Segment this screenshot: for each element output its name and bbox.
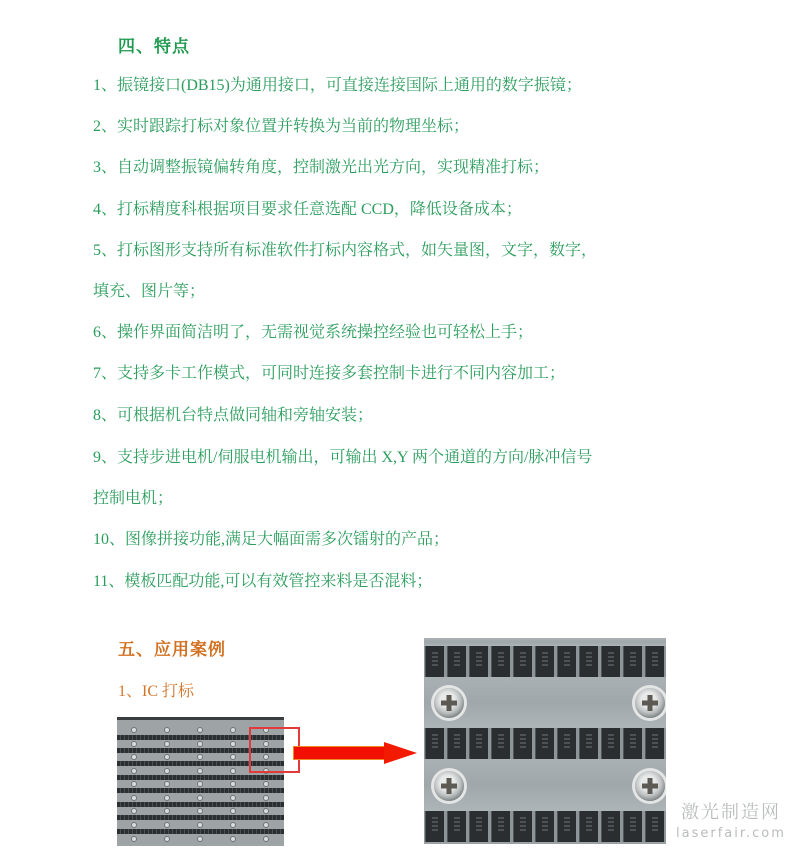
screw-icon — [230, 808, 236, 814]
feature-item-5-cont: 填充、图片等； — [93, 283, 206, 300]
screw-icon — [131, 836, 137, 842]
feature-item-9-cont: 控制电机； — [93, 490, 174, 507]
screw-icon — [230, 768, 236, 774]
chip-band — [117, 788, 284, 793]
screw-icon — [434, 771, 464, 801]
screw-icon — [131, 754, 137, 760]
screw-icon — [263, 781, 269, 787]
screw-icon — [131, 768, 137, 774]
screw-icon — [197, 727, 203, 733]
screw-icon — [164, 822, 170, 828]
screw-icon — [635, 771, 665, 801]
screw-icon — [164, 795, 170, 801]
chip-band — [117, 829, 284, 834]
screw-icon — [197, 768, 203, 774]
feature-item-6: 6、操作界面简洁明了，无需视觉系统操控经验也可轻松上手； — [93, 324, 534, 341]
watermark-cn: 激光制造网 — [680, 802, 781, 823]
screw-icon — [131, 741, 137, 747]
screw-icon — [164, 727, 170, 733]
screw-icon — [164, 836, 170, 842]
metal-plate — [424, 638, 666, 646]
screw-icon — [263, 822, 269, 828]
screw-icon — [230, 727, 236, 733]
feature-item-3: 3、自动调整振镜偏转角度，控制激光出光方向，实现精准打标； — [93, 159, 550, 176]
screw-icon — [197, 781, 203, 787]
screw-icon — [635, 688, 665, 718]
feature-item-10: 10、图像拼接功能,满足大幅面需多次镭射的产品； — [93, 531, 450, 548]
screw-icon — [197, 836, 203, 842]
screw-icon — [230, 741, 236, 747]
chip-row — [424, 811, 666, 842]
watermark — [676, 798, 786, 841]
screw-icon — [131, 781, 137, 787]
section-5-heading: 五、应用案例 — [118, 640, 226, 660]
screw-icon — [197, 754, 203, 760]
screw-icon — [197, 741, 203, 747]
screw-icon — [131, 822, 137, 828]
arrow-right-icon — [293, 746, 385, 760]
screw-icon — [164, 768, 170, 774]
chip-band — [117, 815, 284, 820]
case-1-title: 1、IC 打标 — [118, 683, 195, 700]
feature-item-1: 1、振镜接口(DB15)为通用接口，可直接连接国际上通用的数字振镜； — [93, 77, 582, 94]
screw-icon — [197, 808, 203, 814]
arrow-head-icon — [384, 742, 417, 764]
feature-item-5: 5、打标图形支持所有标准软件打标内容格式，如矢量图，文字，数字， — [93, 242, 598, 259]
screw-icon — [164, 741, 170, 747]
watermark-en: laserfair.com — [676, 826, 786, 841]
feature-item-8: 8、可根据机台特点做同轴和旁轴安装； — [93, 407, 374, 424]
screw-icon — [263, 836, 269, 842]
chip-band — [117, 775, 284, 780]
chip-row — [424, 646, 666, 677]
section-4-heading: 四、特点 — [118, 37, 190, 57]
screw-icon — [230, 822, 236, 828]
image-edge — [117, 717, 284, 720]
screw-icon — [434, 688, 464, 718]
feature-item-9: 9、支持步进电机/伺服电机输出，可输出 X,Y 两个通道的方向/脉冲信号 — [93, 449, 593, 466]
screw-icon — [230, 754, 236, 760]
screw-icon — [131, 795, 137, 801]
screw-icon — [131, 727, 137, 733]
screw-icon — [230, 781, 236, 787]
feature-item-4: 4、打标精度科根据项目要求任意选配 CCD，降低设备成本； — [93, 201, 522, 218]
screw-icon — [164, 781, 170, 787]
screw-icon — [164, 808, 170, 814]
screw-icon — [131, 808, 137, 814]
chip-band — [117, 802, 284, 807]
feature-item-2: 2、实时跟踪打标对象位置并转换为当前的物理坐标； — [93, 118, 470, 135]
screw-icon — [230, 795, 236, 801]
screw-icon — [197, 795, 203, 801]
feature-item-7: 7、支持多卡工作模式，可同时连接多套控制卡进行不同内容加工； — [93, 365, 566, 382]
chip-row — [424, 728, 666, 759]
screw-icon — [263, 795, 269, 801]
screw-icon — [263, 808, 269, 814]
screw-icon — [164, 754, 170, 760]
ic-chips-closeup-image — [424, 638, 666, 844]
screw-icon — [197, 822, 203, 828]
feature-item-11: 11、模板匹配功能,可以有效管控来料是否混料； — [93, 573, 433, 590]
screw-icon — [230, 836, 236, 842]
